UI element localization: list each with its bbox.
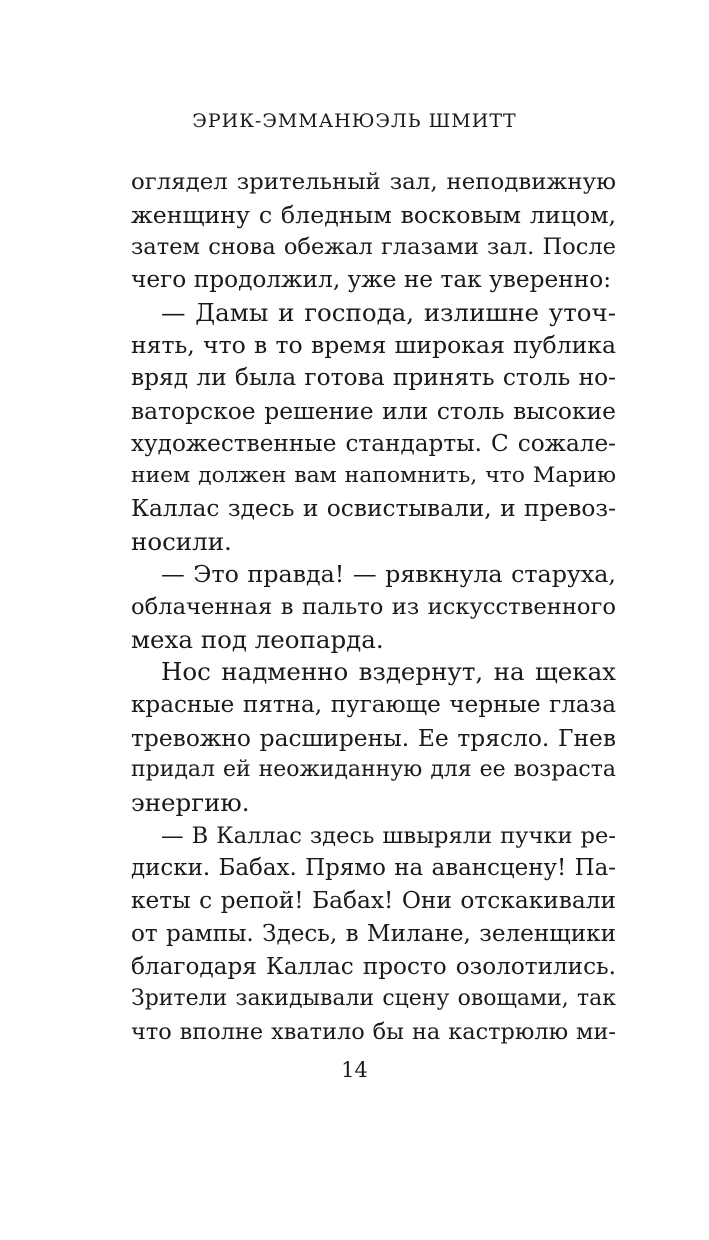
text-line: чего продолжил, уже не так уверенно: xyxy=(131,266,612,294)
text-line: от рампы. Здесь, в Милане, зеленщики xyxy=(131,920,616,947)
text-line: женщину с бледным восковым лицом, xyxy=(131,200,616,229)
text-line: облаченная в пальто из искусственного xyxy=(131,593,616,620)
text-line: красные пятна, пугающе черные глаза xyxy=(131,692,616,718)
text-line: тревожно расширены. Ее трясло. Гнев xyxy=(131,723,616,752)
text-line: придал ей неожиданную для ее возраста xyxy=(131,757,616,783)
text-line: Зрители закидывали сцену овощами, так xyxy=(131,986,616,1012)
text-line: меха под леопарда. xyxy=(131,624,384,654)
text-line: — В Каллас здесь швыряли пучки ре- xyxy=(161,822,616,849)
text-line: нять, что в то время широкая публика xyxy=(131,331,616,360)
text-line: — Дамы и господа, излишне уточ- xyxy=(161,297,616,327)
text-line: энергию. xyxy=(131,788,250,818)
text-line: нием должен вам напомнить, что Марию xyxy=(131,463,616,489)
text-line: Каллас здесь и освистывали, и превоз- xyxy=(131,494,616,522)
text-line: вряд ли была готова принять столь но- xyxy=(131,364,616,392)
text-line: кеты с репой! Бабах! Они отскакивали xyxy=(131,887,616,915)
text-line: что вполне хватило бы на кастрюлю ми- xyxy=(131,1018,616,1045)
text-line: художественные стандарты. С сожале- xyxy=(131,430,616,457)
page-number: 14 xyxy=(341,1058,368,1082)
text-line: ваторское решение или столь высокие xyxy=(131,396,616,425)
running-head: ЭРИК-ЭММАНЮЭЛЬ ШМИТТ xyxy=(192,110,517,132)
text-line: носили. xyxy=(131,526,232,556)
text-line: оглядел зрительный зал, неподвижную xyxy=(131,169,616,195)
text-line: — Это правда! — рявкнула старуха, xyxy=(161,560,616,589)
text-line: затем снова обежал глазами зал. После xyxy=(131,234,616,261)
body-text xyxy=(131,166,616,1049)
text-line: диски. Бабах. Прямо на авансцену! Па- xyxy=(131,855,616,882)
text-line: благодаря Каллас просто озолотились. xyxy=(131,953,616,980)
text-line: Нос надменно вздернут, на щеках xyxy=(161,657,616,687)
